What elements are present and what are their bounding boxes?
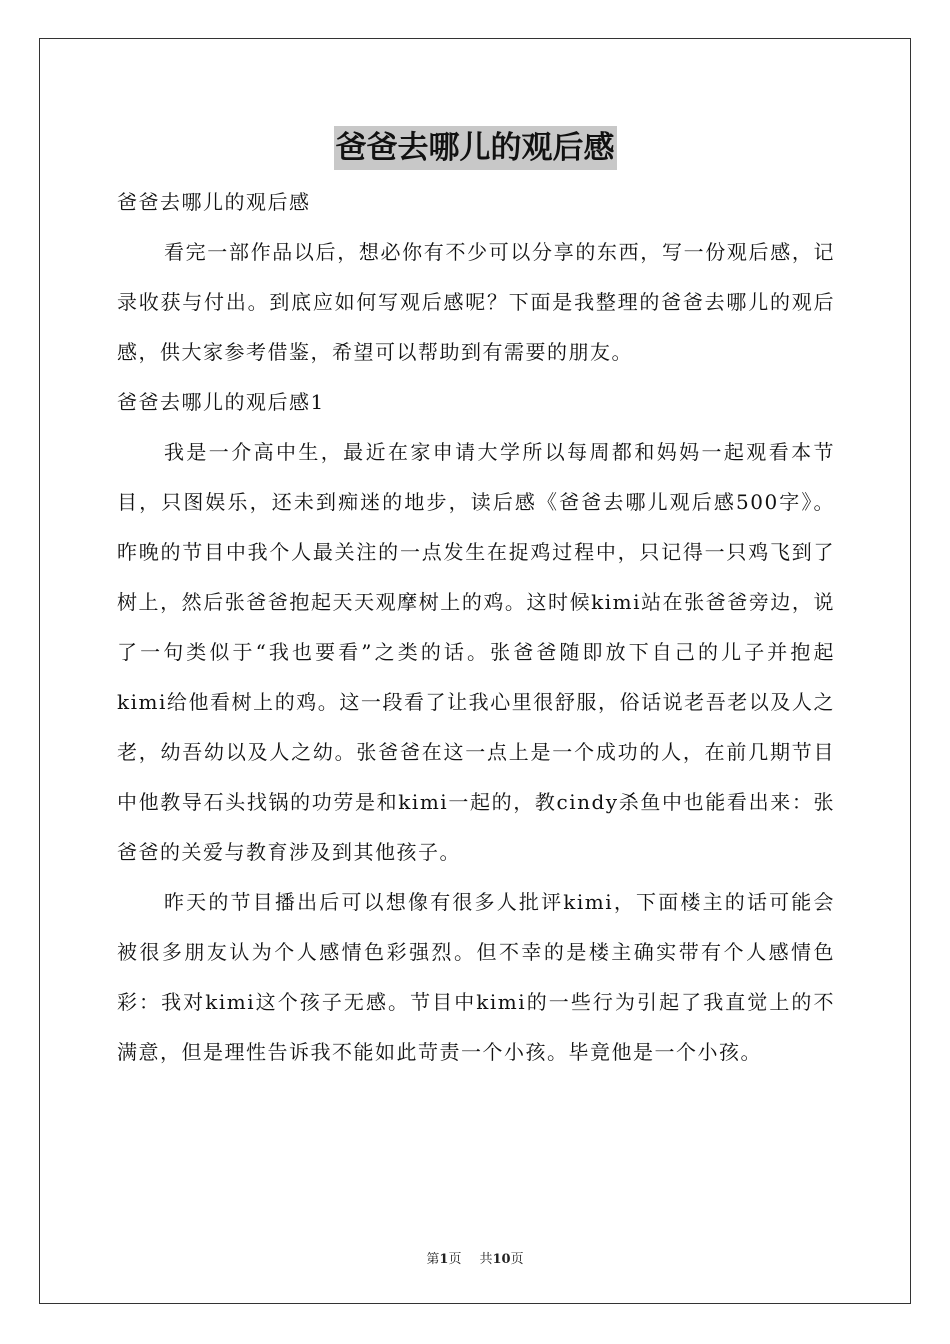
- paragraph: 爸爸去哪儿的观后感: [117, 190, 311, 214]
- title-container: [0, 126, 950, 170]
- total-prefix: 共: [479, 1252, 493, 1267]
- paragraph: 看完一部作品以后，想必你有不少可以分享的东西，写一份观后感，记录收获与付出。到底应如何写观后感呢？下面是我整理的爸爸去哪儿的观后感，供大家参考借鉴，希望可以帮助到有需要的朋友。: [117, 240, 835, 364]
- document-title: 爸爸去哪儿的观后感: [334, 126, 617, 170]
- document-body: [117, 177, 835, 1077]
- page-suffix: 页: [448, 1252, 462, 1267]
- page-footer: [0, 1248, 950, 1267]
- paragraph: 昨天的节目播出后可以想像有很多人批评kimi，下面楼主的话可能会被很多朋友认为个人感情色彩强烈。但不幸的是楼主确实带有个人感情色彩：我对kimi这个孩子无感。节目中kimi的一些行为引起了我直觉上的不满意，但是理性告诉我不能如此苛责一个小孩。毕竟他是一个小孩。: [117, 890, 835, 1064]
- section-heading: 爸爸去哪儿的观后感1: [117, 390, 325, 414]
- page-number: 1: [439, 1252, 449, 1267]
- total-suffix: 页: [510, 1252, 524, 1267]
- page-prefix: 第: [426, 1252, 440, 1267]
- paragraph: 我是一介高中生，最近在家申请大学所以每周都和妈妈一起观看本节目，只图娱乐，还未到痴迷的地步，读后感《爸爸去哪儿观后感500字》。昨晚的节目中我个人最关注的一点发生在捉鸡过程中，只记得一只鸡飞到了树上，然后张爸爸抱起天天观摩树上的鸡。这时候kimi站在张爸爸旁边，说了一句类似于“我也要看”之类的话。张爸爸随即放下自己的儿子并抱起kimi给他看树上的鸡。这一段看了让我心里很舒服，俗话说老吾老以及人之老，幼吾幼以及人之幼。张爸爸在这一点上是一个成功的人，在前几期节目中他教导石头找锅的功劳是和kimi一起的，教cindy杀鱼中也能看出来：张爸爸的关爱与教育涉及到其他孩子。: [117, 440, 835, 864]
- total-pages: 10: [492, 1252, 511, 1267]
